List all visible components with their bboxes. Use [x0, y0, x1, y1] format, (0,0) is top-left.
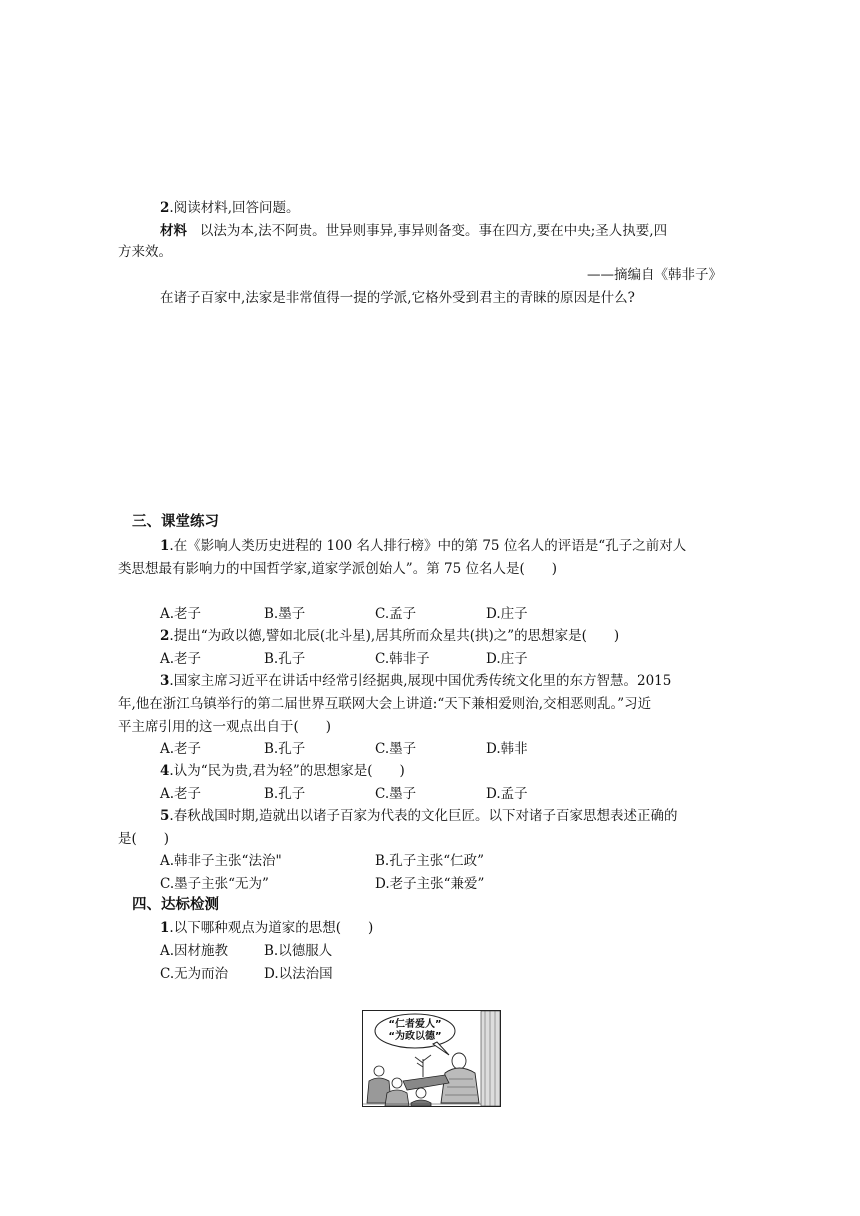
section-3-title: 三、课堂练习: [132, 514, 219, 530]
s3-q3-line-1: 3.国家主席习近平在讲话中经常引经据典,展现中国优秀传统文化里的东方智慧。2015: [160, 673, 672, 689]
s4-q1-line-1: 1.以下哪种观点为道家的思想( ): [160, 920, 374, 936]
s3-q1-line-1: 1.在《影响人类历史进程的 100 名人排行榜》中的第 75 位名人的评语是“孔子之前对人: [160, 538, 687, 554]
s3-q1-line-2: 类思想最有影响力的中国哲学家,道家学派创始人”。第 75 位名人是( ): [118, 561, 557, 577]
speech-bubble-text: [379, 1019, 451, 1043]
bubble-line-1: “仁者爱人”: [388, 1019, 442, 1030]
s3-q3-line-3: 平主席引用的这一观点出自于( ): [118, 719, 332, 735]
confucius-illustration: [362, 1010, 501, 1107]
s3-q2-option-d[interactable]: D.庄子: [486, 651, 528, 667]
s3-q3-option-c[interactable]: C.墨子: [375, 741, 417, 757]
s3-q5-option-d[interactable]: D.老子主张“兼爱”: [375, 876, 485, 892]
s3-q3-option-a[interactable]: A.老子: [160, 741, 202, 757]
s3-q2-option-c[interactable]: C.韩非子: [375, 651, 430, 667]
s3-q1-option-d[interactable]: D.庄子: [486, 606, 528, 622]
material-source: ——摘编自《韩非子》: [587, 267, 722, 283]
s3-q4-line-1: 4.认为“民为贵,君为轻”的思想家是( ): [160, 763, 405, 779]
s3-q5-line-1: 5.春秋战国时期,造就出以诸子百家为代表的文化巨匠。以下对诸子百家思想表述正确的: [160, 808, 678, 824]
s3-q1-option-a[interactable]: A.老子: [160, 606, 202, 622]
s4-q1-option-d[interactable]: D.以法治国: [264, 966, 333, 982]
s3-q5-option-b[interactable]: B.孔子主张“仁政”: [375, 853, 485, 869]
material-line-2: 方来效。: [118, 244, 172, 260]
s3-q4-option-c[interactable]: C.墨子: [375, 786, 417, 802]
s3-q5-line-2: 是( ): [118, 831, 170, 847]
s3-q2-option-a[interactable]: A.老子: [160, 651, 202, 667]
s3-q4-option-d[interactable]: D.孟子: [486, 786, 528, 802]
s4-q1-option-a[interactable]: A.因材施教: [160, 943, 229, 959]
bubble-line-2: “为政以德”: [388, 1031, 442, 1042]
s3-q4-option-b[interactable]: B.孔子: [264, 786, 306, 802]
s3-q4-option-a[interactable]: A.老子: [160, 786, 202, 802]
s3-q1-option-b[interactable]: B.墨子: [264, 606, 306, 622]
question-2-prompt: 在诸子百家中,法家是非常值得一提的学派,它格外受到君主的青睐的原因是什么?: [160, 290, 635, 306]
s3-q5-option-c[interactable]: C.墨子主张“无为”: [160, 876, 269, 892]
s3-q3-option-b[interactable]: B.孔子: [264, 741, 306, 757]
s3-q3-option-d[interactable]: D.韩非: [486, 741, 528, 757]
s3-q2-line-1: 2.提出“为政以德,譬如北辰(北斗星),居其所而众星共(拱)之”的思想家是( ): [160, 628, 620, 644]
section-4-title: 四、达标检测: [132, 897, 219, 913]
s3-q3-line-2: 年,他在浙江乌镇举行的第二届世界互联网大会上讲道:“天下兼相爱则治,交相恶则乱。”习近: [118, 696, 652, 712]
s4-q1-option-c[interactable]: C.无为而治: [160, 966, 229, 982]
material-line-1: 材料 以法为本,法不阿贵。世异则事异,事异则备变。事在四方,要在中央;圣人执要,四: [160, 223, 668, 239]
s3-q2-option-b[interactable]: B.孔子: [264, 651, 306, 667]
s3-q5-option-a[interactable]: A.韩非子主张“法治": [160, 853, 282, 869]
question-2-stem: 2.阅读材料,回答问题。: [160, 200, 300, 216]
s3-q1-option-c[interactable]: C.孟子: [375, 606, 417, 622]
s4-q1-option-b[interactable]: B.以德服人: [264, 943, 333, 959]
